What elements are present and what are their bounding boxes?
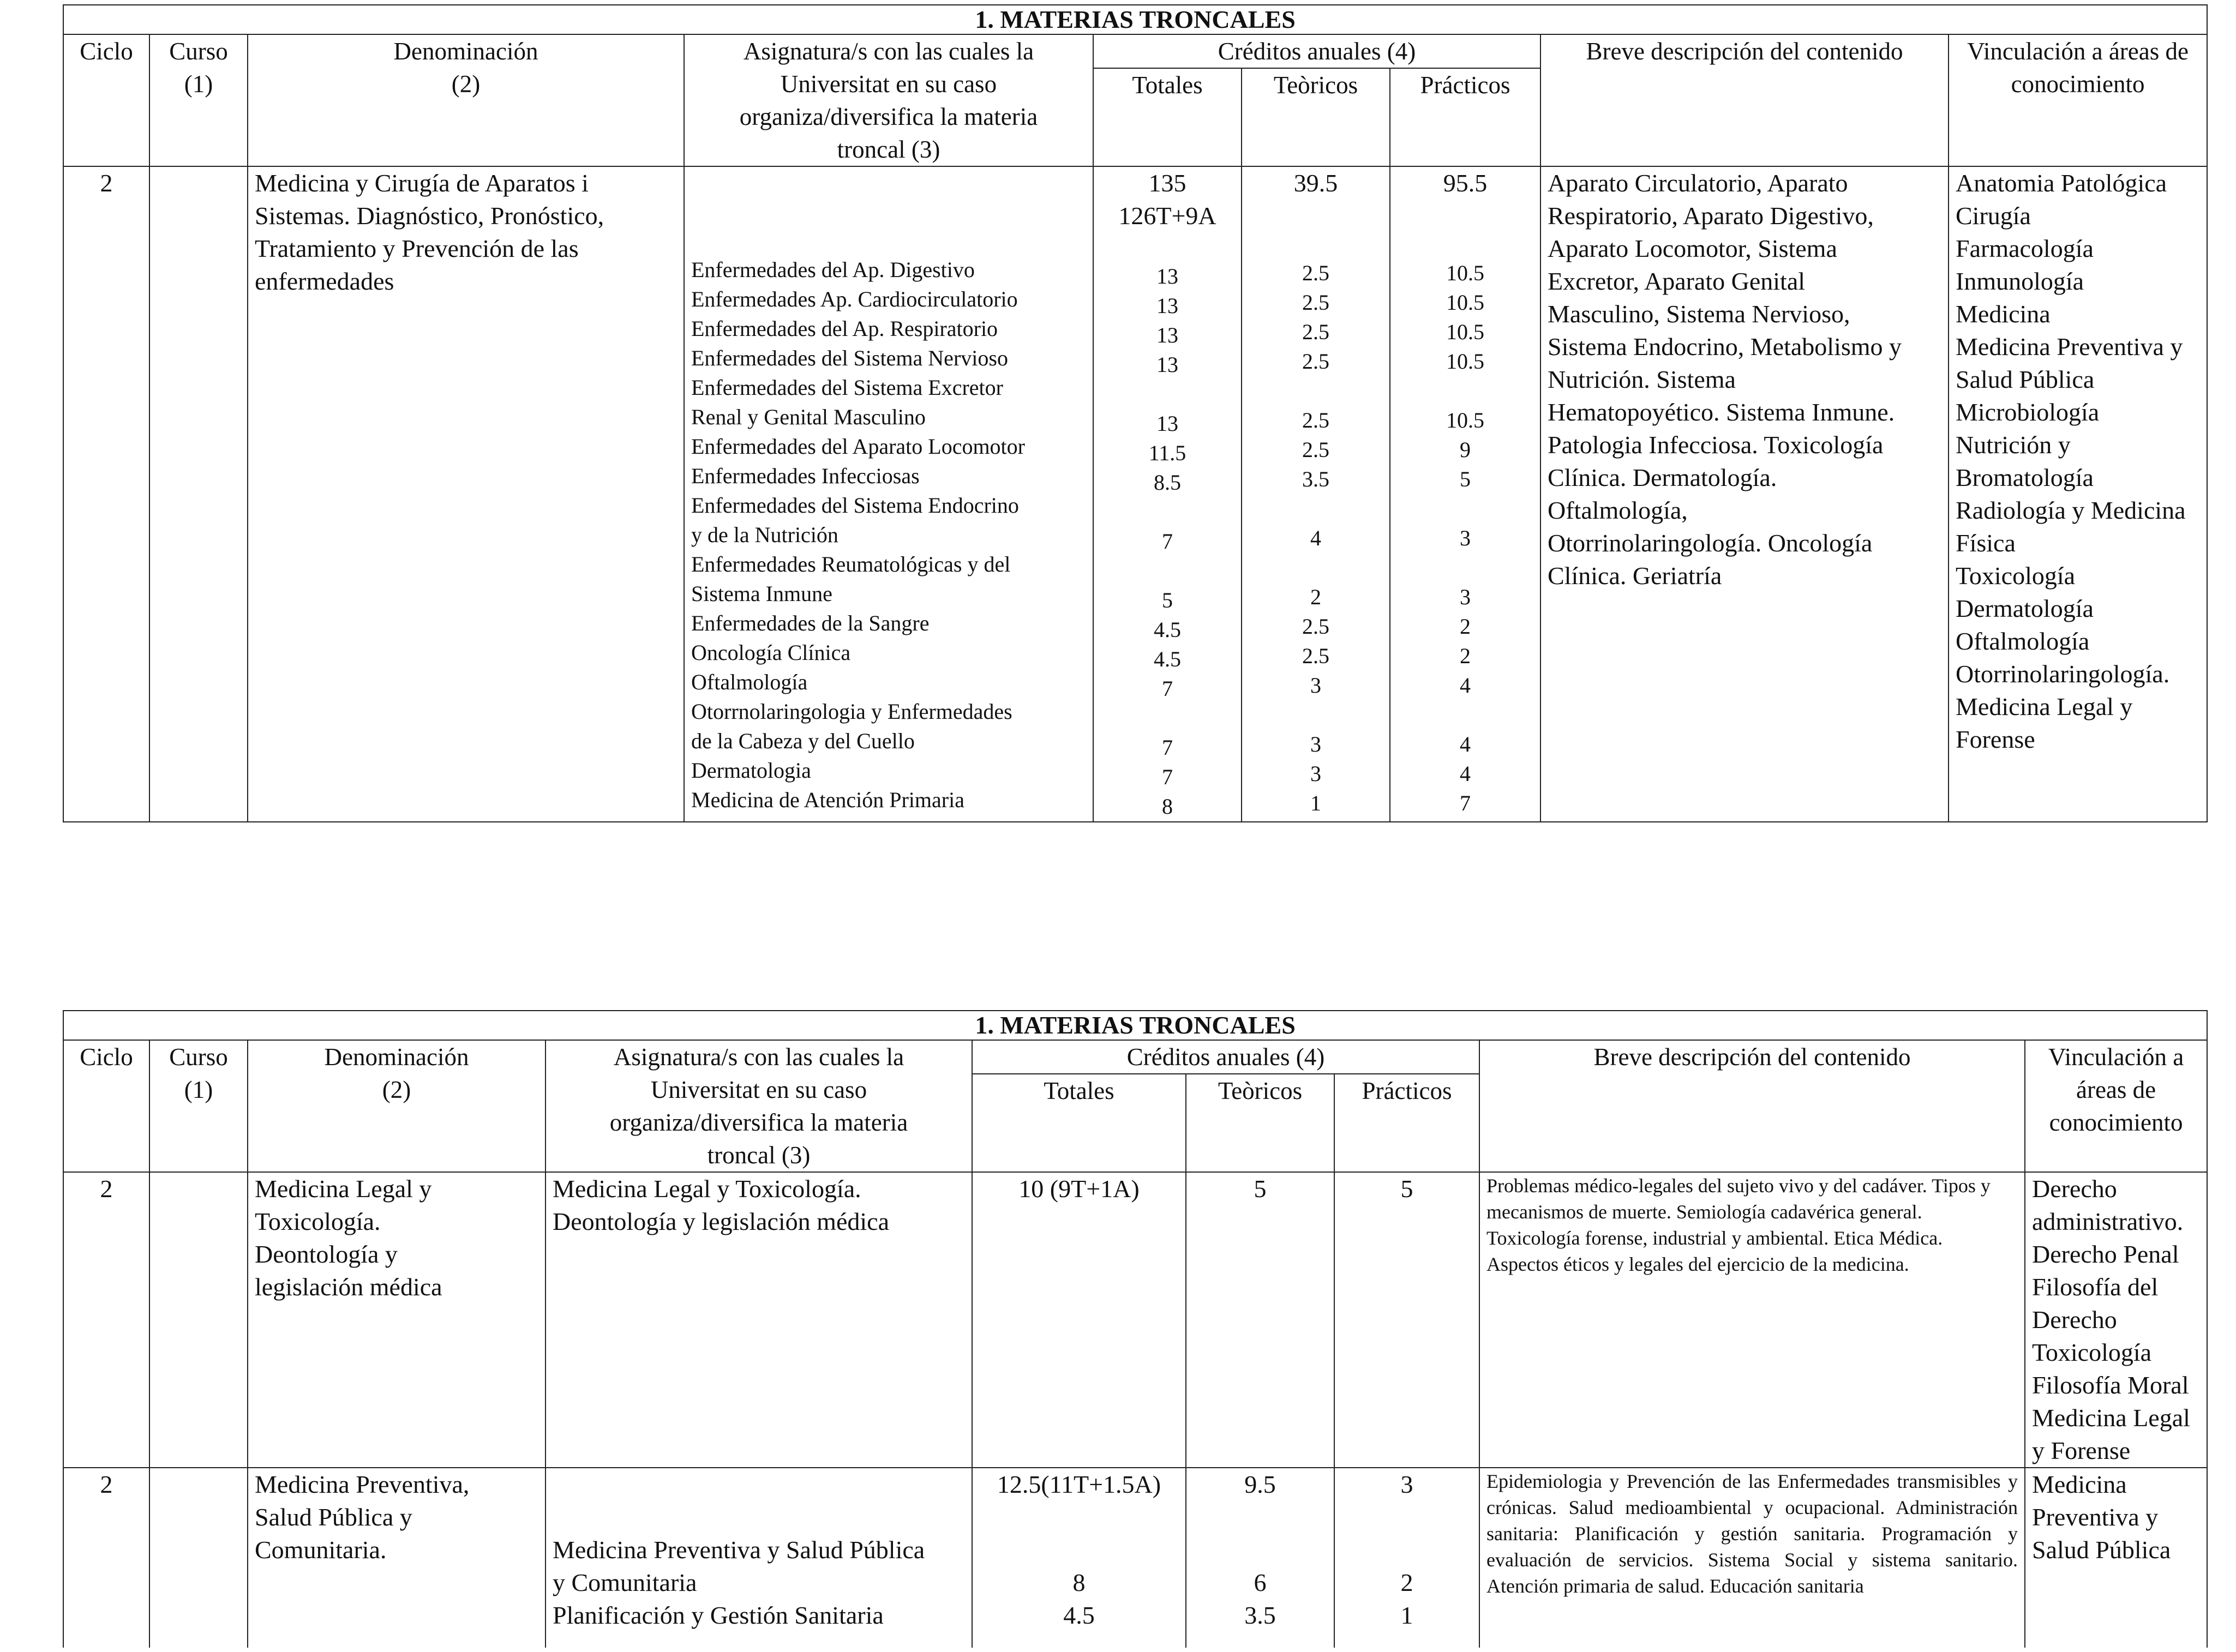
area-line: Farmacología: [1956, 235, 2094, 262]
credit-total: 5: [1162, 588, 1173, 612]
subject-line: Oftalmología: [691, 670, 808, 694]
area-line: Física: [1956, 529, 2016, 557]
credit-theory: 2.5: [1302, 437, 1329, 462]
credit-practice: 10.5: [1446, 320, 1484, 344]
descripcion-value: Problemas médico-legales del sujeto vivo y del cadáver. Tipos y mecanismos de muerte. Semiología cadavérica general. Toxicología forense, industrial y ambiental. Etica Médica. Aspectos éticos y legales del ejercicio de la medicina.: [1479, 1172, 2025, 1468]
credit-theory: 3: [1310, 761, 1321, 786]
area-line: Derecho Penal: [2032, 1240, 2179, 1268]
credit-theory: 3.5: [1302, 467, 1329, 491]
curso-value: [149, 1468, 248, 1648]
area-line: Dermatología: [1956, 594, 2094, 622]
troncales-table-2: [63, 1010, 2208, 1648]
area-line: Radiología y Medicina: [1956, 496, 2186, 524]
header-vinculacion: Vinculación a áreas de conocimiento: [2025, 1040, 2207, 1172]
credit-practice: 10.5: [1446, 290, 1484, 315]
header-curso: Curso (1): [149, 1040, 248, 1172]
area-line: Inmunología: [1956, 267, 2084, 295]
ciclo-value: 2: [63, 166, 149, 822]
subject-line: y de la Nutrición: [691, 522, 838, 547]
teoricos-value: 5: [1186, 1172, 1334, 1468]
area-line: Filosofía del: [2032, 1273, 2159, 1301]
description-line: Nutrición. Sistema: [1548, 365, 1736, 393]
description-line: Sistema Endocrino, Metabolismo y: [1548, 333, 1902, 361]
area-line: y Forense: [2032, 1437, 2131, 1464]
credit-total: 13: [1156, 352, 1178, 377]
credit-total: 7: [1162, 529, 1173, 554]
area-line: Derecho: [2032, 1175, 2117, 1203]
description-line: Hematopoyético. Sistema Inmune.: [1548, 398, 1895, 426]
subject-line: Enfermedades de la Sangre: [691, 611, 930, 635]
credit-practice: 3: [1460, 526, 1471, 550]
practicos-value: 3 2 1: [1334, 1468, 1479, 1648]
denominacion-value: Medicina Legal y Toxicología. Deontología y legislación médica: [248, 1172, 545, 1468]
credit-theory: 2.5: [1302, 349, 1329, 374]
credit-practice: 95.5: [1443, 169, 1488, 197]
subject-line: de la Cabeza y del Cuello: [691, 729, 915, 753]
area-line: Anatomia Patológica: [1956, 169, 2167, 197]
area-line: Salud Pública: [1956, 365, 2095, 393]
description-line: Oftalmología,: [1548, 496, 1688, 524]
credit-total: 13: [1156, 264, 1178, 289]
header-asignatura: Asignatura/s con las cuales la Universitat en su caso organiza/diversifica la materia troncal (3): [684, 34, 1093, 166]
header-ciclo: Ciclo: [63, 1040, 149, 1172]
header-ciclo: Ciclo: [63, 34, 149, 166]
area-line: Oftalmología: [1956, 627, 2090, 655]
subject-line: Renal y Genital Masculino: [691, 405, 926, 429]
credit-total: 4.5: [1154, 617, 1181, 642]
header-practicos: Prácticos: [1334, 1074, 1479, 1172]
practicos-list: [1390, 166, 1540, 822]
credit-practice: 2: [1460, 644, 1471, 668]
credit-total: 4.5: [1154, 647, 1181, 671]
subject-line: Enfermedades Infecciosas: [691, 464, 920, 488]
credit-theory: 1: [1310, 791, 1321, 815]
subject-line: Medicina de Atención Primaria: [691, 788, 964, 812]
credit-theory: 2.5: [1302, 261, 1329, 285]
credit-total: 7: [1162, 735, 1173, 760]
header-totales: Totales: [972, 1074, 1186, 1172]
credit-total: 11.5: [1148, 441, 1186, 465]
asignatura-value: [545, 1468, 972, 1648]
description-line: Otorrinolaringología. Oncología: [1548, 529, 1873, 557]
area-line: Medicina Legal y: [1956, 693, 2133, 720]
header-denominacion: Denominación (2): [248, 34, 684, 166]
credit-theory: 3: [1310, 673, 1321, 698]
subject-line: Enfermedades Reumatológicas y del: [691, 552, 1011, 576]
description-line: Clínica. Dermatología.: [1548, 464, 1777, 491]
area-line: Medicina Preventiva y: [1956, 333, 2183, 361]
subject-line: Oncología Clínica: [691, 640, 851, 665]
table-title: 1. MATERIAS TRONCALES: [63, 1011, 2207, 1040]
subject-line: Planificación y Gestión Sanitaria: [553, 1601, 884, 1629]
area-line: Microbiología: [1956, 398, 2100, 426]
credit-theory: 39.5: [1293, 169, 1338, 197]
credit-practice: 4: [1460, 673, 1471, 698]
ciclo-value: 2: [63, 1172, 149, 1468]
credit-practice: 3: [1460, 585, 1471, 609]
header-creditos: Créditos anuales (4): [972, 1040, 1479, 1074]
area-line: Otorrinolaringología.: [1956, 660, 2170, 688]
table-title: 1. MATERIAS TRONCALES: [63, 5, 2207, 34]
area-line: Medicina Legal: [2032, 1404, 2190, 1432]
credit-practice: 4: [1460, 732, 1471, 756]
subject-line: Enfermedades del Sistema Excretor: [691, 375, 1003, 400]
troncales-table-1: [63, 4, 2208, 822]
totales-value: 12.5(11T+1.5A) 8 4.5: [972, 1468, 1186, 1648]
header-teoricos: Teòricos: [1242, 68, 1390, 166]
credit-total: 13: [1156, 323, 1178, 347]
header-vinculacion: Vinculación a áreas de conocimiento: [1949, 34, 2207, 166]
description-line: Respiratorio, Aparato Digestivo,: [1548, 202, 1874, 230]
denominacion-value: Medicina y Cirugía de Aparatos i Sistemas. Diagnóstico, Pronóstico, Tratamiento y Prevención de las enfermedades: [248, 166, 684, 822]
subject-line: Enfermedades del Ap. Digestivo: [691, 257, 975, 282]
credit-total: 13: [1156, 293, 1178, 318]
credit-total: 8.5: [1154, 470, 1181, 495]
vinculacion-value: [2025, 1172, 2207, 1468]
credit-theory: 2.5: [1302, 290, 1329, 315]
subject-line: Enfermedades del Aparato Locomotor: [691, 434, 1025, 459]
credit-practice: 10.5: [1446, 349, 1484, 374]
asignaturas-list: [684, 166, 1093, 822]
header-teoricos: Teòricos: [1186, 1074, 1334, 1172]
vinculacion-value: [1949, 166, 2207, 822]
credit-practice: 5: [1460, 467, 1471, 491]
description-line: Excretor, Aparato Genital: [1548, 267, 1806, 295]
subject-line: Dermatologia: [691, 758, 811, 783]
table-row: [63, 1172, 2207, 1468]
credit-total: 7: [1162, 676, 1173, 701]
descripcion-value: Epidemiologia y Prevención de las Enfermedades transmisibles y crónicas. Salud medioambiental y ocupacional. Administración sanitaria: Planificación y gestión sanitaria. Programación y evaluación de servicios. Sistema Social y sistema sanitario. Atención primaria de salud. Educación sanitaria: [1479, 1468, 2025, 1648]
area-line: Cirugía: [1956, 202, 2031, 230]
area-line: Nutrición y: [1956, 431, 2071, 459]
header-creditos: Créditos anuales (4): [1093, 34, 1540, 68]
credit-theory: 2.5: [1302, 644, 1329, 668]
credit-theory: 2.5: [1302, 408, 1329, 432]
credit-practice: 10.5: [1446, 261, 1484, 285]
header-totales: Totales: [1093, 68, 1242, 166]
vinculacion-value: Medicina Preventiva y Salud Pública: [2025, 1468, 2207, 1648]
curso-value: [149, 1172, 248, 1468]
description-line: Patologia Infecciosa. Toxicología: [1548, 431, 1884, 459]
credit-theory: 2.5: [1302, 320, 1329, 344]
area-line: Bromatología: [1956, 464, 2094, 491]
curso-value: [149, 166, 248, 822]
credit-theory: 2: [1310, 585, 1321, 609]
credit-practice: 10.5: [1446, 408, 1484, 432]
descripcion-value: [1540, 166, 1949, 822]
totales-value: 10 (9T+1A): [972, 1172, 1186, 1468]
area-line: Toxicología: [1956, 562, 2076, 590]
totales-list: [1093, 166, 1242, 822]
credit-total: 126T+9A: [1118, 202, 1216, 230]
denominacion-value: Medicina Preventiva, Salud Pública y Comunitaria.: [248, 1468, 545, 1648]
description-line: Aparato Locomotor, Sistema: [1548, 235, 1837, 262]
area-line: administrativo.: [2032, 1208, 2184, 1235]
credit-theory: 3: [1310, 732, 1321, 756]
credit-total: 7: [1162, 765, 1173, 789]
area-line: Filosofía Moral: [2032, 1371, 2189, 1399]
header-practicos: Prácticos: [1390, 68, 1540, 166]
area-line: Toxicología: [2032, 1338, 2152, 1366]
credit-total: 13: [1156, 411, 1178, 436]
header-descripcion: Breve descripción del contenido: [1540, 34, 1949, 166]
header-curso: Curso (1): [149, 34, 248, 166]
teoricos-value: 9.5 6 3.5: [1186, 1468, 1334, 1648]
table-row: [63, 1468, 2207, 1648]
area-line: Medicina: [1956, 300, 2051, 328]
subject-line: y Comunitaria: [553, 1569, 697, 1596]
header-asignatura: Asignatura/s con las cuales la Universitat en su caso organiza/diversifica la materia troncal (3): [545, 1040, 972, 1172]
credit-total: 8: [1162, 794, 1173, 819]
teoricos-list: [1242, 166, 1390, 822]
ciclo-value: 2: [63, 1468, 149, 1648]
credit-practice: 9: [1460, 437, 1471, 462]
area-line: Forense: [1956, 725, 2035, 753]
area-line: Derecho: [2032, 1306, 2117, 1333]
practicos-value: 5: [1334, 1172, 1479, 1468]
credit-total: 135: [1148, 169, 1186, 197]
credit-theory: 4: [1310, 526, 1321, 550]
description-line: Aparato Circulatorio, Aparato: [1548, 169, 1848, 197]
description-line: Masculino, Sistema Nervioso,: [1548, 300, 1850, 328]
subject-line: Enfermedades del Ap. Respiratorio: [691, 316, 998, 341]
credit-practice: 7: [1460, 791, 1471, 815]
credit-practice: 2: [1460, 614, 1471, 639]
credit-theory: 2.5: [1302, 614, 1329, 639]
subject-line: Enfermedades Ap. Cardiocirculatorio: [691, 287, 1018, 311]
asignatura-value: Medicina Legal y Toxicología. Deontología y legislación médica: [545, 1172, 972, 1468]
subject-line: Sistema Inmune: [691, 581, 832, 606]
subject-line: Otorrnolaringologia y Enfermedades: [691, 699, 1012, 724]
subject-line: Enfermedades del Sistema Nervioso: [691, 346, 1008, 370]
credit-practice: 4: [1460, 761, 1471, 786]
subject-line: Enfermedades del Sistema Endocrino: [691, 493, 1019, 518]
header-descripcion: Breve descripción del contenido: [1479, 1040, 2025, 1172]
description-line: Clínica. Geriatría: [1548, 562, 1722, 590]
header-denominacion: Denominación (2): [248, 1040, 545, 1172]
subject-line: Medicina Preventiva y Salud Pública: [553, 1536, 925, 1564]
